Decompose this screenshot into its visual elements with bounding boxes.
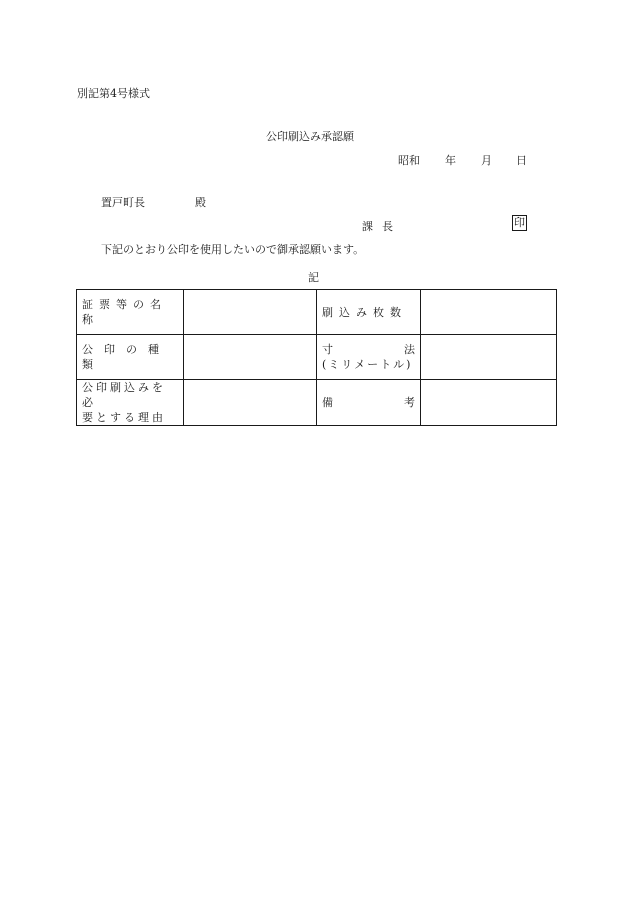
value-seal-type[interactable]: [184, 335, 317, 380]
label-reason: [77, 380, 184, 426]
label-seal-type: [77, 335, 184, 380]
label-print-count: [317, 290, 421, 335]
remarks-label: [322, 395, 415, 410]
body-text: 下記のとおり公印を使用したいので御承認願います。: [101, 243, 365, 256]
table-row: [77, 335, 557, 380]
table-row: [77, 380, 557, 426]
addressee: 置戸町長: [101, 196, 145, 209]
ki-heading: 記: [308, 271, 319, 284]
label-text: 公印の種類: [82, 343, 170, 371]
document-title: 公印刷込み承認願: [266, 130, 354, 143]
form-number: 別記第4号様式: [77, 87, 150, 100]
label-text: 寸: [322, 343, 333, 356]
date-month-label: 月: [481, 154, 492, 167]
value-certificate-name[interactable]: [184, 290, 317, 335]
dimension-label-line1: [322, 342, 415, 357]
table-row: [77, 290, 557, 335]
label-text: 法: [404, 343, 415, 356]
label-text: 証票等の名称: [82, 298, 167, 326]
application-table: [76, 289, 557, 426]
seal-mark: 印: [514, 216, 525, 229]
label-text-line1: 公印刷込みを必: [82, 381, 166, 409]
label-text-line2: 要とする理由: [82, 411, 166, 424]
value-remarks[interactable]: [421, 380, 557, 426]
label-dimensions: [317, 335, 421, 380]
date-day-label: 日: [516, 154, 527, 167]
label-text: 備: [322, 396, 333, 409]
label-certificate-name: [77, 290, 184, 335]
value-dimensions[interactable]: [421, 335, 557, 380]
label-text: 考: [404, 396, 415, 409]
dimension-label-line2: (ミリメートル): [322, 358, 413, 371]
date-era: 昭和: [398, 154, 420, 167]
value-reason[interactable]: [184, 380, 317, 426]
applicant-title: 課長: [362, 220, 402, 233]
label-remarks: [317, 380, 421, 426]
honorific: 殿: [195, 196, 206, 209]
label-text: 刷込み枚数: [322, 305, 407, 319]
date-year-label: 年: [445, 154, 456, 167]
value-print-count[interactable]: [421, 290, 557, 335]
